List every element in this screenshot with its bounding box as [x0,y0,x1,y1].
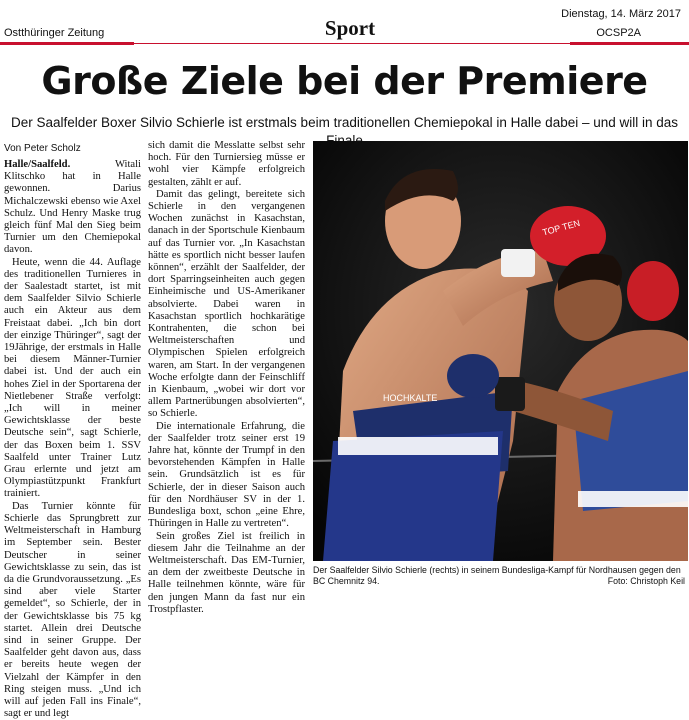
boxing-photo [313,141,688,561]
boxing-photo-illustration [313,141,688,561]
article-column-2 [148,140,305,615]
photo-credit: Foto: Christoph Keil [607,576,685,586]
article-subheadline: Der Saalfelder Boxer Silvio Schierle ist erstmals beim traditionellen Chemiepokal in Halle dabei – und will in das [10,115,679,130]
publication-name: Ostthüringer Zeitung [4,27,105,39]
section-title: Sport [324,16,376,40]
paragraph: Sein großes Ziel ist freilich in diesem Jahr die Teilnahme an der Weltmeisterschaft. Das EM-Turnier, an dem der zweitbeste Deutsche in Halle teilnehmen könnte, wäre für den jungen Mann da fast nur ein Trostpflaster. [148,530,305,615]
article-headline: Große Ziele bei der Premiere [41,59,648,103]
paragraph: Das Turnier könnte für Schierle das Sprungbrett zur Weltmeisterschaft in Hamburg im September sein. Bester Deutscher in seiner Gewichtsklasse zu sein, das ist da die Grundvoraussetzung. „Es sind aber viele Starter gemeldet“, so Schierle, der in der Gewichtsklasse bis 75 kg startet. Allein drei Deutsche sind in seiner Gruppe. Der Saalfelder geht davon aus, dass er bereits heute wegen der Vielzahl der Kämpfer in den Ring steigen muss. „Und ich will auf jeden Fall ins Finale“, sagt er und legt [4,500,141,720]
dateline: Halle/Saalfeld. [4,159,71,170]
masthead-rule-left [0,42,134,45]
photo-caption [313,565,687,587]
masthead-rule-right [570,42,689,45]
caption-text: Der Saalfelder Silvio Schierle (rechts) in seinem Bundesliga-Kampf für Nordhausen gegen den BC Chemnitz 94. [313,565,681,586]
issue-date: Dienstag, 14. März 2017 [561,8,681,20]
article-author: Von Peter Scholz [4,143,81,154]
paragraph: Die internationale Erfahrung, die der Saalfelder trotz seiner erst 19 Jahre hat, könnte der Trumpf in den bevorstehenden Kämpfen in Halle sein. Grundsätzlich ist es für Schierle, der in dieser Saison auch für den Nordhäuser SV in der 1. Bundesliga boxt, schon „eine Ehre, Thüringen in Halle zu vertreten“. [148,420,305,530]
masthead [0,0,689,46]
paragraph: Heute, wenn die 44. Auflage des traditionellen Turnieres in der Saalestadt startet, ist mit dem Saalfelder Silvio Schierle auch ein Akteur aus dem Freistaat dabei. „Ich bin dort der einzige Thüringer“, sagt der 19Jährige, der erstmals in Halle bei diesem Männer-Turnier dabei ist. Und der auch ein hohes Ziel in der Sportarena der Nietlebener Straße verfolgt: „Ich will in meiner Gewichtsklasse der beste Deutsche sein“, sagt Schierle, der das Boxen beim 1. SSV Saalfeld unter Trainer Lutz Grau erlernte und jetzt am Olympiastützpunkt Frankfurt trainiert. [4,256,141,500]
article-column-1 [4,159,141,720]
paragraph [4,159,141,257]
paragraph: Damit das gelingt, bereitete sich Schierle in den vergangenen Wochen zunächst in Kasachstan, danach in der Sportschule Kienbaum auf das Turnier vor. „In Kasachstan hätte es sportlich nicht besser laufen können“, erzählt der Saalfelder, der dort Sparringseinheiten auch gegen Einheimische und US-Amerikaner absolvierte. Dabei waren in Kasachstan sportlich hochkarätige Kontrahenten, die schon bei Weltmeisterschaften und Olympischen Spielen erfolgreich waren, am Start. In der vergangenen Woche erfolgte dann der Feinschliff in Kienbaum, „wobei wir dort vor allem Partnerübungen absolvierten“, so Schierle. [148,188,305,420]
masthead-rule-center [134,43,570,44]
page-code: OCSP2A [596,27,641,39]
paragraph: sich damit die Messlatte selbst sehr hoch. Für den Turniersieg müsse er wohl vier Kämpfe erfolgreich gestalten, zählt er auf. [148,140,305,188]
jersey-text: HOCHKALTE [383,393,438,403]
glove-text: TOP TEN [541,217,582,238]
paragraph-text: Witali Klitschko hat in Halle gewonnen. Darius Michalczewski ebenso wie Axel Schulz. Und Henry Maske trug gleich fünf Mal den Sieg beim Turnier um den Chemiepokal davon. [4,159,141,256]
